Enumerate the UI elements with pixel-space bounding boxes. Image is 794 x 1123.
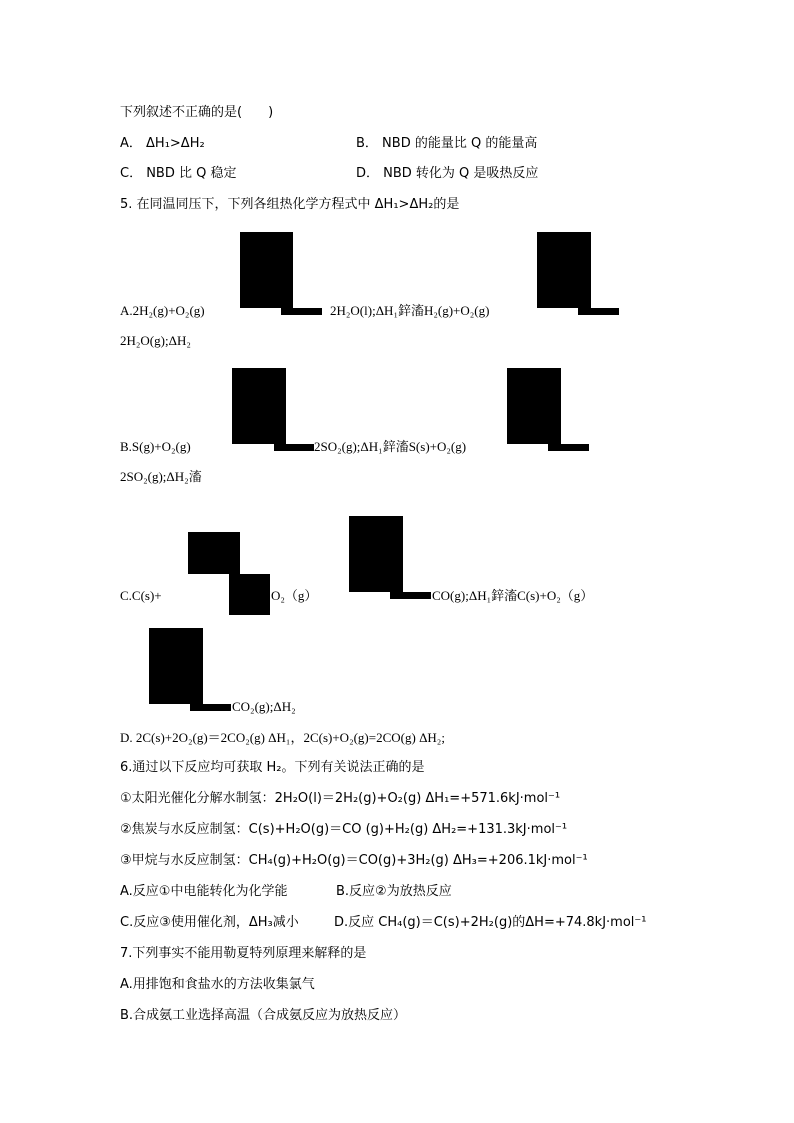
q5-option-b-mid: 2SO₂(g);ΔH₁鋅滀S(s)+O₂(g) (314, 439, 467, 454)
q6-option-d: D.反应 CH₄(g)＝C(s)+2H₂(g)的ΔH=+74.8kJ·mol⁻¹ (334, 915, 647, 930)
q6-reaction-2: ②焦炭与水反应制氢：C(s)+H₂O(g)＝CO (g)+H₂(g) ΔH₂=+131.3kJ·mol⁻¹ (120, 822, 568, 837)
q5-option-d: D. 2C(s)+2O₂(g)＝2CO₂(g) ΔH₁，2C(s)+O₂(g)=2CO(g) ΔH₂; (120, 730, 445, 745)
redacted-arrow-image (240, 232, 293, 308)
redacted-fraction-image (188, 532, 240, 574)
redacted-arrow-image (190, 704, 231, 711)
q6-reaction-1: ①太阳光催化分解水制氢：2H₂O(l)＝2H₂(g)+O₂(g) ΔH₁=+571.6kJ·mol⁻¹ (120, 791, 561, 806)
redacted-arrow-image (548, 444, 589, 451)
redacted-arrow-image (507, 368, 561, 444)
q4-option-a: A． ΔH₁>ΔH₂ (120, 136, 205, 151)
q6-option-c: C.反应③使用催化剂，ΔH₃减小 (120, 915, 299, 930)
q6-stem: 6.通过以下反应均可获取 H₂。下列有关说法正确的是 (120, 760, 425, 775)
q6-option-b: B.反应②为放热反应 (336, 884, 452, 899)
q5-option-a-mid: 2H₂O(l);ΔH₁鋅滀H₂(g)+O₂(g) (330, 303, 490, 318)
q6-option-a: A.反应①中电能转化为化学能 (120, 884, 288, 899)
redacted-arrow-image (390, 592, 431, 599)
q5-option-b-left: B.S(g)+O₂(g) (120, 439, 191, 454)
q7-option-a: A.用排饱和食盐水的方法收集氯气 (120, 977, 315, 992)
q5-option-c-o2: O₂（g） (271, 588, 318, 603)
redacted-arrow-image (274, 444, 314, 451)
q5-option-b-tail: 2SO₂(g);ΔH₂滀 (120, 469, 202, 484)
q4-option-b: B． NBD 的能量比 Q 的能量高 (356, 136, 538, 151)
q5-option-c-left: C.C(s)+ (120, 588, 162, 603)
q4-option-c: C． NBD 比 Q 稳定 (120, 166, 237, 181)
q4-stem: 下列叙述不正确的是( ) (120, 105, 274, 120)
redacted-arrow-image (578, 308, 619, 315)
redacted-arrow-image (232, 368, 286, 444)
q7-option-b: B.合成氨工业选择高温（合成氨反应为放热反应） (120, 1008, 407, 1023)
q5-option-a-tail: 2H₂O(g);ΔH₂ (120, 333, 191, 348)
q5-stem: 5. 在同温同压下，下列各组热化学方程式中 ΔH₁>ΔH₂的是 (120, 197, 460, 212)
redacted-arrow-image (281, 308, 322, 315)
q5-option-a-left: A.2H₂(g)+O₂(g) (120, 303, 205, 318)
redacted-arrow-image (349, 516, 403, 592)
redacted-fraction-image (229, 574, 270, 615)
q5-option-c-mid: CO(g);ΔH₁鋅滀C(s)+O₂（g） (432, 588, 594, 603)
q4-option-d: D． NBD 转化为 Q 是吸热反应 (356, 166, 539, 181)
redacted-arrow-image (149, 628, 203, 704)
q6-reaction-3: ③甲烷与水反应制氢：CH₄(g)+H₂O(g)＝CO(g)+3H₂(g) ΔH₃=+206.1kJ·mol⁻¹ (120, 853, 588, 868)
q7-stem: 7.下列事实不能用勒夏特列原理来解释的是 (120, 946, 367, 961)
q5-option-c-tail: CO₂(g);ΔH₂ (232, 699, 296, 714)
redacted-arrow-image (537, 232, 591, 308)
